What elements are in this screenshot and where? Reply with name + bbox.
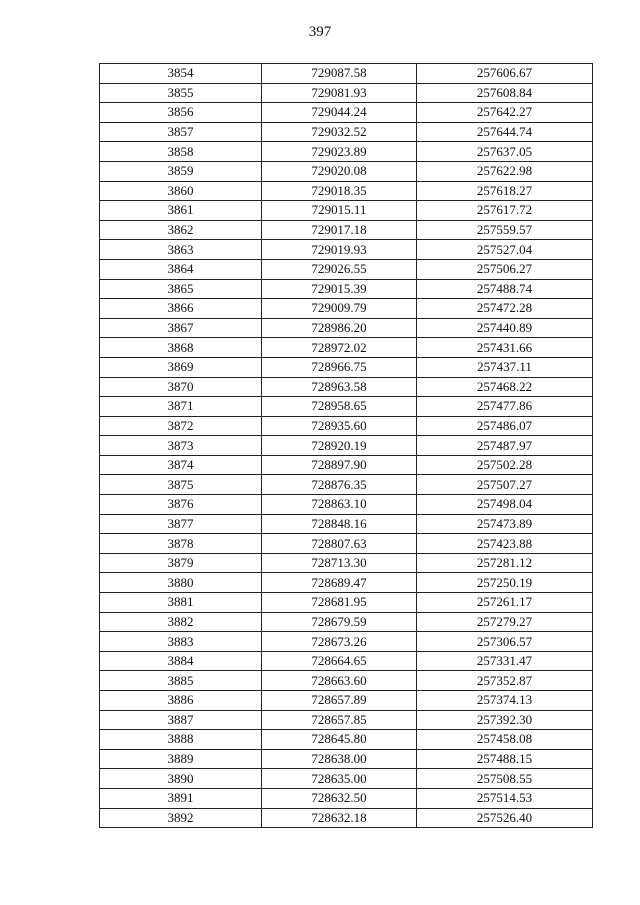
point-number-cell: 3858 xyxy=(100,142,262,162)
point-number-cell: 3855 xyxy=(100,83,262,103)
table-row xyxy=(100,495,593,515)
point-number-cell: 3891 xyxy=(100,788,262,808)
point-number-cell: 3880 xyxy=(100,573,262,593)
x-coordinate-cell: 728681.95 xyxy=(262,593,417,613)
y-coordinate-cell: 257281.12 xyxy=(417,553,593,573)
x-coordinate-cell: 729044.24 xyxy=(262,103,417,123)
x-coordinate-cell: 728966.75 xyxy=(262,357,417,377)
y-coordinate-cell: 257431.66 xyxy=(417,338,593,358)
table-row xyxy=(100,318,593,338)
table-row xyxy=(100,259,593,279)
point-number-cell: 3887 xyxy=(100,710,262,730)
table-row xyxy=(100,83,593,103)
table-row xyxy=(100,279,593,299)
x-coordinate-cell: 729009.79 xyxy=(262,299,417,319)
point-number-cell: 3892 xyxy=(100,808,262,828)
table-row xyxy=(100,808,593,828)
x-coordinate-cell: 728863.10 xyxy=(262,495,417,515)
x-coordinate-cell: 728972.02 xyxy=(262,338,417,358)
table-row xyxy=(100,338,593,358)
table-row xyxy=(100,710,593,730)
point-number-cell: 3865 xyxy=(100,279,262,299)
point-number-cell: 3876 xyxy=(100,495,262,515)
page-number: 397 xyxy=(308,24,332,40)
x-coordinate-cell: 728876.35 xyxy=(262,475,417,495)
point-number-cell: 3856 xyxy=(100,103,262,123)
point-number-cell: 3877 xyxy=(100,514,262,534)
point-number-cell: 3881 xyxy=(100,593,262,613)
table-row xyxy=(100,201,593,221)
point-number-cell: 3878 xyxy=(100,534,262,554)
point-number-cell: 3884 xyxy=(100,651,262,671)
x-coordinate-cell: 728638.00 xyxy=(262,749,417,769)
x-coordinate-cell: 728664.65 xyxy=(262,651,417,671)
table-row xyxy=(100,220,593,240)
y-coordinate-cell: 257618.27 xyxy=(417,181,593,201)
point-number-cell: 3872 xyxy=(100,416,262,436)
x-coordinate-cell: 729081.93 xyxy=(262,83,417,103)
table-row xyxy=(100,612,593,632)
table-row xyxy=(100,161,593,181)
x-coordinate-cell: 729032.52 xyxy=(262,122,417,142)
y-coordinate-cell: 257331.47 xyxy=(417,651,593,671)
table-row xyxy=(100,122,593,142)
y-coordinate-cell: 257506.27 xyxy=(417,259,593,279)
table-row xyxy=(100,730,593,750)
point-number-cell: 3883 xyxy=(100,632,262,652)
y-coordinate-cell: 257606.67 xyxy=(417,64,593,84)
y-coordinate-cell: 257608.84 xyxy=(417,83,593,103)
y-coordinate-cell: 257644.74 xyxy=(417,122,593,142)
point-number-cell: 3879 xyxy=(100,553,262,573)
point-number-cell: 3854 xyxy=(100,64,262,84)
y-coordinate-cell: 257472.28 xyxy=(417,299,593,319)
x-coordinate-cell: 728963.58 xyxy=(262,377,417,397)
y-coordinate-cell: 257526.40 xyxy=(417,808,593,828)
point-number-cell: 3875 xyxy=(100,475,262,495)
x-coordinate-cell: 728935.60 xyxy=(262,416,417,436)
y-coordinate-cell: 257477.86 xyxy=(417,397,593,417)
y-coordinate-cell: 257622.98 xyxy=(417,161,593,181)
point-number-cell: 3857 xyxy=(100,122,262,142)
x-coordinate-cell: 728657.89 xyxy=(262,691,417,711)
y-coordinate-cell: 257279.27 xyxy=(417,612,593,632)
table-row xyxy=(100,377,593,397)
table-row xyxy=(100,749,593,769)
y-coordinate-cell: 257352.87 xyxy=(417,671,593,691)
x-coordinate-cell: 728657.85 xyxy=(262,710,417,730)
x-coordinate-cell: 728958.65 xyxy=(262,397,417,417)
point-number-cell: 3866 xyxy=(100,299,262,319)
x-coordinate-cell: 728673.26 xyxy=(262,632,417,652)
x-coordinate-cell: 729026.55 xyxy=(262,259,417,279)
x-coordinate-cell: 728635.00 xyxy=(262,769,417,789)
table-row xyxy=(100,142,593,162)
x-coordinate-cell: 728663.60 xyxy=(262,671,417,691)
x-coordinate-cell: 728689.47 xyxy=(262,573,417,593)
x-coordinate-cell: 728848.16 xyxy=(262,514,417,534)
point-number-cell: 3870 xyxy=(100,377,262,397)
y-coordinate-cell: 257250.19 xyxy=(417,573,593,593)
x-coordinate-cell: 729017.18 xyxy=(262,220,417,240)
y-coordinate-cell: 257514.53 xyxy=(417,788,593,808)
y-coordinate-cell: 257487.97 xyxy=(417,436,593,456)
x-coordinate-cell: 729015.39 xyxy=(262,279,417,299)
point-number-cell: 3863 xyxy=(100,240,262,260)
y-coordinate-cell: 257502.28 xyxy=(417,455,593,475)
table-row xyxy=(100,769,593,789)
x-coordinate-cell: 729018.35 xyxy=(262,181,417,201)
x-coordinate-cell: 729087.58 xyxy=(262,64,417,84)
x-coordinate-cell: 729015.11 xyxy=(262,201,417,221)
table-row xyxy=(100,534,593,554)
point-number-cell: 3889 xyxy=(100,749,262,769)
x-coordinate-cell: 728645.80 xyxy=(262,730,417,750)
y-coordinate-cell: 257306.57 xyxy=(417,632,593,652)
x-coordinate-cell: 728679.59 xyxy=(262,612,417,632)
coordinates-table xyxy=(99,63,593,828)
y-coordinate-cell: 257507.27 xyxy=(417,475,593,495)
table-row xyxy=(100,573,593,593)
table-row xyxy=(100,651,593,671)
y-coordinate-cell: 257498.04 xyxy=(417,495,593,515)
y-coordinate-cell: 257468.22 xyxy=(417,377,593,397)
table-row xyxy=(100,455,593,475)
y-coordinate-cell: 257473.89 xyxy=(417,514,593,534)
table-row xyxy=(100,299,593,319)
table-row xyxy=(100,436,593,456)
x-coordinate-cell: 728713.30 xyxy=(262,553,417,573)
point-number-cell: 3860 xyxy=(100,181,262,201)
x-coordinate-cell: 728986.20 xyxy=(262,318,417,338)
point-number-cell: 3859 xyxy=(100,161,262,181)
y-coordinate-cell: 257437.11 xyxy=(417,357,593,377)
x-coordinate-cell: 729023.89 xyxy=(262,142,417,162)
y-coordinate-cell: 257458.08 xyxy=(417,730,593,750)
point-number-cell: 3867 xyxy=(100,318,262,338)
table-row xyxy=(100,514,593,534)
point-number-cell: 3864 xyxy=(100,259,262,279)
x-coordinate-cell: 729019.93 xyxy=(262,240,417,260)
x-coordinate-cell: 728897.90 xyxy=(262,455,417,475)
y-coordinate-cell: 257374.13 xyxy=(417,691,593,711)
y-coordinate-cell: 257559.57 xyxy=(417,220,593,240)
table-row xyxy=(100,181,593,201)
table-row xyxy=(100,691,593,711)
point-number-cell: 3886 xyxy=(100,691,262,711)
point-number-cell: 3890 xyxy=(100,769,262,789)
table-row xyxy=(100,397,593,417)
table-row xyxy=(100,357,593,377)
point-number-cell: 3862 xyxy=(100,220,262,240)
table-row xyxy=(100,671,593,691)
table-row xyxy=(100,788,593,808)
x-coordinate-cell: 728807.63 xyxy=(262,534,417,554)
y-coordinate-cell: 257527.04 xyxy=(417,240,593,260)
y-coordinate-cell: 257486.07 xyxy=(417,416,593,436)
table-row xyxy=(100,632,593,652)
point-number-cell: 3871 xyxy=(100,397,262,417)
coordinates-table-body xyxy=(100,64,593,828)
table-row xyxy=(100,103,593,123)
table-row xyxy=(100,593,593,613)
point-number-cell: 3869 xyxy=(100,357,262,377)
point-number-cell: 3888 xyxy=(100,730,262,750)
y-coordinate-cell: 257642.27 xyxy=(417,103,593,123)
point-number-cell: 3861 xyxy=(100,201,262,221)
point-number-cell: 3885 xyxy=(100,671,262,691)
y-coordinate-cell: 257392.30 xyxy=(417,710,593,730)
y-coordinate-cell: 257261.17 xyxy=(417,593,593,613)
x-coordinate-cell: 729020.08 xyxy=(262,161,417,181)
table-row xyxy=(100,64,593,84)
y-coordinate-cell: 257488.15 xyxy=(417,749,593,769)
point-number-cell: 3868 xyxy=(100,338,262,358)
point-number-cell: 3882 xyxy=(100,612,262,632)
table-row xyxy=(100,240,593,260)
x-coordinate-cell: 728632.18 xyxy=(262,808,417,828)
point-number-cell: 3873 xyxy=(100,436,262,456)
y-coordinate-cell: 257508.55 xyxy=(417,769,593,789)
x-coordinate-cell: 728920.19 xyxy=(262,436,417,456)
y-coordinate-cell: 257423.88 xyxy=(417,534,593,554)
y-coordinate-cell: 257488.74 xyxy=(417,279,593,299)
y-coordinate-cell: 257617.72 xyxy=(417,201,593,221)
table-row xyxy=(100,553,593,573)
y-coordinate-cell: 257637.05 xyxy=(417,142,593,162)
x-coordinate-cell: 728632.50 xyxy=(262,788,417,808)
point-number-cell: 3874 xyxy=(100,455,262,475)
table-row xyxy=(100,475,593,495)
y-coordinate-cell: 257440.89 xyxy=(417,318,593,338)
table-row xyxy=(100,416,593,436)
